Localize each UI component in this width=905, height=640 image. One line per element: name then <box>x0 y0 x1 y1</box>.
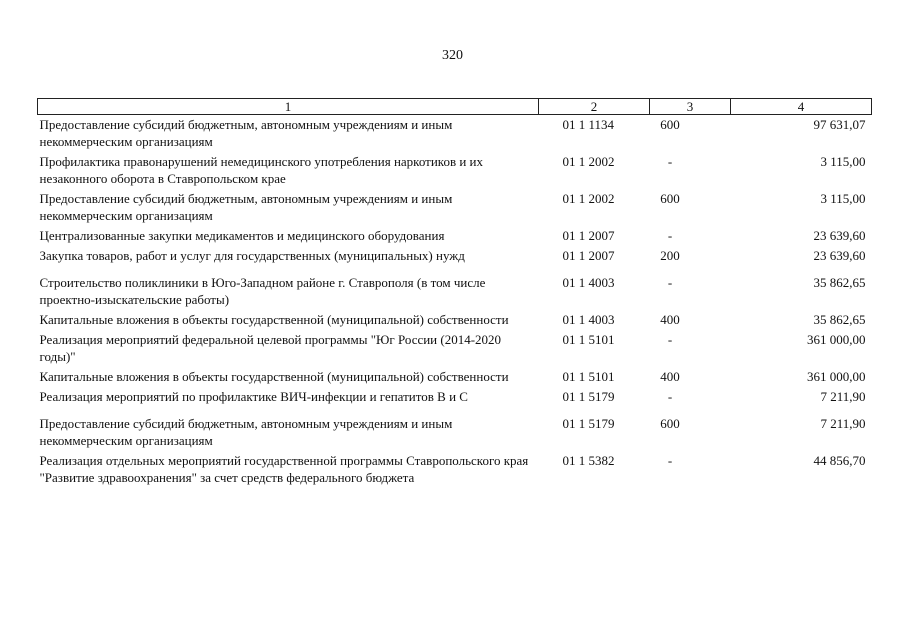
row-name-cell: Капитальные вложения в объекты государственной (муниципальной) собственности <box>39 369 509 384</box>
row-name-cell: Реализация мероприятий по профилактике ВИЧ-инфекции и гепатитов В и С <box>39 389 468 404</box>
budget-table <box>37 98 872 488</box>
row-type-cell: 400 <box>660 312 680 327</box>
row-code-cell: 01 1 2002 <box>562 154 615 169</box>
row-amount-cell: 35 862,65 <box>813 275 866 290</box>
column-header-2: 2 <box>539 99 650 115</box>
table-row <box>38 226 872 246</box>
row-type-cell: - <box>667 275 673 290</box>
row-name-cell: Предоставление субсидий бюджетным, автономным учреждениям и иным некоммерческим организациям <box>39 191 453 223</box>
row-code-cell: 01 1 5101 <box>562 369 615 384</box>
row-code-cell: 01 1 2007 <box>562 228 615 243</box>
table-row <box>38 115 872 153</box>
row-amount-cell: 3 115,00 <box>820 154 866 169</box>
row-name-cell: Реализация отдельных мероприятий государственной программы Ставропольского края "Развитие здравоохранения" за счет средств федерального бюджета <box>39 453 529 485</box>
row-type-cell: 400 <box>660 369 680 384</box>
row-name-cell: Профилактика правонарушений немедицинского употребления наркотиков и их незаконного оборота в Ставропольском крае <box>39 154 484 186</box>
row-amount-cell: 44 856,70 <box>813 453 866 468</box>
table-row <box>38 387 872 407</box>
column-header-1: 1 <box>38 99 539 115</box>
row-amount-cell: 361 000,00 <box>807 332 866 347</box>
row-code-cell: 01 1 2002 <box>562 191 615 206</box>
table-row <box>38 330 872 367</box>
row-code-cell: 01 1 5382 <box>562 453 615 468</box>
row-name-cell: Реализация мероприятий федеральной целевой программы "Юг России (2014-2020 годы)" <box>39 332 502 364</box>
row-code-cell: 01 1 1134 <box>562 117 615 132</box>
row-code-cell: 01 1 4003 <box>562 275 615 290</box>
row-name-cell: Капитальные вложения в объекты государственной (муниципальной) собственности <box>39 312 509 327</box>
row-type-cell: 600 <box>660 416 680 431</box>
column-header-3: 3 <box>650 99 731 115</box>
row-code-cell: 01 1 5179 <box>562 389 615 404</box>
row-amount-cell: 361 000,00 <box>807 369 866 384</box>
row-name-cell: Строительство поликлиники в Юго-Западном районе г. Ставрополя (в том числе проектно-изыскательские работы) <box>39 275 486 307</box>
table-row <box>38 152 872 189</box>
table-body <box>38 115 872 489</box>
table-row <box>38 451 872 488</box>
row-type-cell: 600 <box>660 191 680 206</box>
row-type-cell: - <box>667 389 673 404</box>
table-header-row <box>38 99 872 115</box>
row-code-cell: 01 1 5101 <box>562 332 615 347</box>
table-row <box>38 266 872 310</box>
row-code-cell: 01 1 5179 <box>562 416 615 431</box>
row-amount-cell: 97 631,07 <box>813 117 866 132</box>
row-amount-cell: 23 639,60 <box>813 228 866 243</box>
row-code-cell: 01 1 2007 <box>562 248 615 263</box>
row-name-cell: Предоставление субсидий бюджетным, автономным учреждениям и иным некоммерческим организациям <box>39 416 453 448</box>
page-number: 320 <box>442 48 463 63</box>
row-type-cell: - <box>667 228 673 243</box>
row-type-cell: - <box>667 154 673 169</box>
table-row <box>38 407 872 451</box>
row-amount-cell: 23 639,60 <box>813 248 866 263</box>
table-row <box>38 189 872 226</box>
row-type-cell: 200 <box>660 248 680 263</box>
row-amount-cell: 35 862,65 <box>813 312 866 327</box>
row-type-cell: - <box>667 453 673 468</box>
row-code-cell: 01 1 4003 <box>562 312 615 327</box>
row-amount-cell: 7 211,90 <box>820 389 866 404</box>
row-name-cell: Закупка товаров, работ и услуг для государственных (муниципальных) нужд <box>39 248 465 263</box>
row-type-cell: - <box>667 332 673 347</box>
table-row <box>38 310 872 330</box>
table-row <box>38 246 872 266</box>
table-row <box>38 367 872 387</box>
column-header-4: 4 <box>731 99 872 115</box>
row-amount-cell: 3 115,00 <box>820 191 866 206</box>
row-type-cell: 600 <box>660 117 680 132</box>
row-name-cell: Предоставление субсидий бюджетным, автономным учреждениям и иным некоммерческим организациям <box>39 117 453 149</box>
row-name-cell: Централизованные закупки медикаментов и медицинского оборудования <box>39 228 445 243</box>
row-amount-cell: 7 211,90 <box>820 416 866 431</box>
